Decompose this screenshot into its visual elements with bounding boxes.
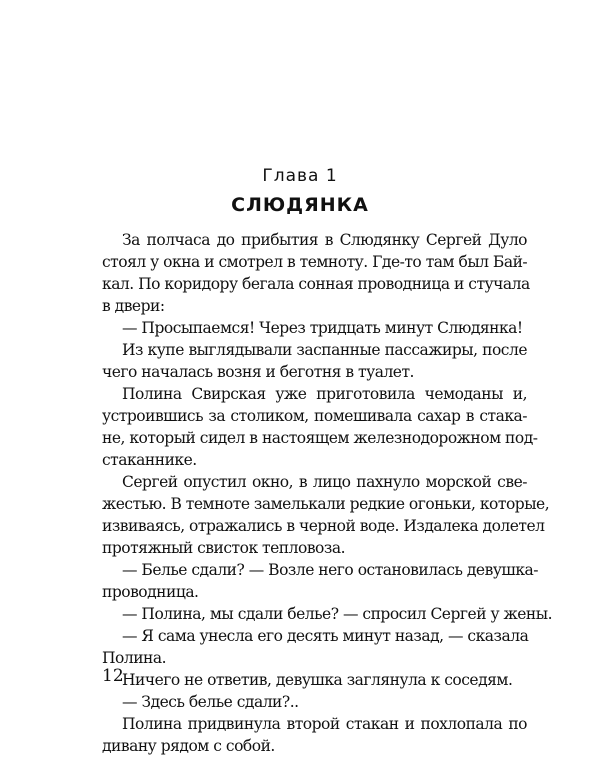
text-line: стоял у окна и смотрел в темноту. Где-то там был Бай-	[102, 253, 528, 271]
text-line: — Полина, мы сдали белье? — спросил Сергей у жены.	[122, 605, 553, 623]
text-line: — Я сама унесла его десять минут назад, — сказала	[122, 627, 529, 645]
page-number: 12	[102, 666, 124, 686]
text-line: извиваясь, отражались в черной воде. Издалека долетел	[102, 517, 545, 535]
text-line: Полина Свирская уже приготовила чемоданы и,	[122, 385, 527, 403]
text-line: Полина придвинула второй стакан и похлопала по	[122, 715, 527, 733]
body-text	[102, 229, 553, 757]
text-line: Из купе выглядывали заспанные пассажиры, после	[122, 341, 527, 359]
text-line: За полчаса до прибытия в Слюдянку Сергей Дуло	[122, 231, 527, 249]
text-line: протяжный свисток тепловоза.	[102, 539, 345, 557]
text-line: — Здесь белье сдали?..	[122, 693, 299, 711]
text-line: жестью. В темноте замелькали редкие огоньки, которые,	[102, 495, 550, 513]
text-line: кал. По коридору бегала сонная проводница и стучала	[102, 275, 530, 293]
text-line: чего началась возня и беготня в туалет.	[102, 363, 414, 381]
chapter-number: Глава 1	[262, 166, 338, 186]
text-line: — Просыпаемся! Через тридцать минут Слюдянка!	[122, 319, 523, 337]
text-line: — Белье сдали? — Возле него остановилась девушка-	[122, 561, 539, 579]
text-line: Полина.	[102, 649, 167, 667]
text-line: стаканнике.	[102, 451, 197, 469]
text-line: проводница.	[102, 583, 199, 601]
chapter-title: СЛЮДЯНКА	[231, 194, 369, 216]
text-line: не, который сидел в настоящем железнодорожном под-	[102, 429, 538, 447]
text-line: Сергей опустил окно, в лицо пахнуло морской све-	[122, 473, 527, 491]
text-line: устроившись за столиком, помешивала сахар в стака-	[102, 407, 527, 425]
text-line: Ничего не ответив, девушка заглянула к соседям.	[122, 671, 513, 689]
text-line: в двери:	[102, 297, 165, 315]
text-line: дивану рядом с собой.	[102, 737, 275, 755]
